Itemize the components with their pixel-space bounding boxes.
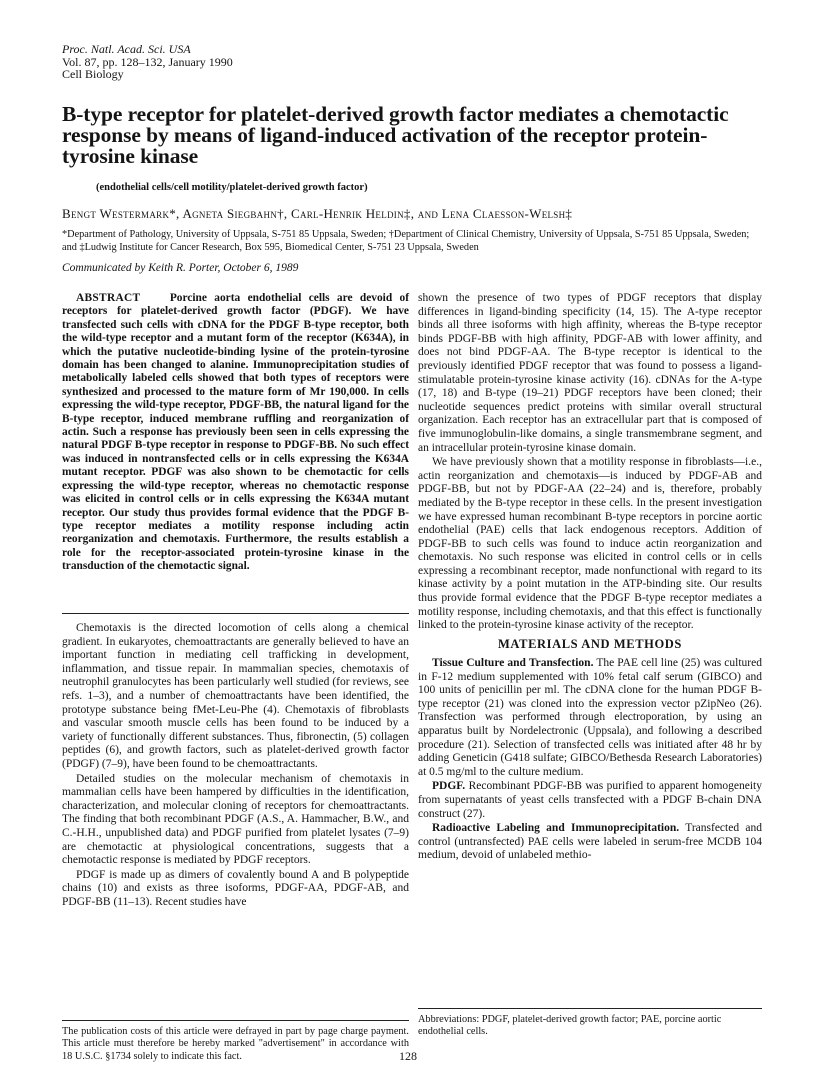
footnote-divider <box>62 1020 409 1021</box>
abbreviations: Abbreviations: PDGF, platelet-derived growth factor; PAE, porcine aortic endothelial cells. <box>418 1014 722 1038</box>
article-title: B-type receptor for platelet-derived growth factor mediates a chemotactic response by means of ligand-induced activation of the receptor protein-tyrosine kinase <box>62 102 729 168</box>
paragraph-text: The PAE cell line (25) was cultured in F-12 medium supplemented with 10% fetal calf serum (GIBCO) and 100 units of penicillin per ml. The cDNA clone for the human PDGF B-type receptor (21) was cloned into the expression vector pZipNeo (26). Transfection was performed through electroporation, by using an apparatus built by Nordelectronic (Uppsala), and following a described procedure (21). Selection of transfected cells was initiated after 48 hr by adding Geneticin (G418 sulfate; GIBCO/Bethesda Research Laboratories) at 0.5 mg/ml to the culture medium. <box>418 657 762 778</box>
paragraph: PDGF is made up as dimers of covalently bound A and B polypeptide chains (10) and exists as three isoforms, PDGF-AA, PDGF-AB, and PDGF-BB (11–13). Recent studies have <box>62 868 409 908</box>
paragraph: Detailed studies on the molecular mechanism of chemotaxis in mammalian cells have been hampered by difficulties in the identification, characterization, and molecular cloning of receptors for chemoattractants. The finding that both recombinant PDGF (A.S., A. Hammacher, B.W., and C.-H.H., unpublished data) and PDGF purified from platelet lysates (7–9) are chemotactic at physiological concentrations, suggests that a chemotactic response is mediated by PDGF receptors. <box>62 772 409 867</box>
keywords: (endothelial cells/cell motility/platelet-derived growth factor) <box>96 182 368 193</box>
methods-paragraph <box>418 822 762 863</box>
affiliations: *Department of Pathology, University of Uppsala, S-751 85 Uppsala, Sweden; †Department of Clinical Chemistry, University of Uppsala, S-751 85 Uppsala, Sweden; and ‡Ludwig Institute for Cancer Research, Box 595, Biomedical Center, S-751 23 Uppsala, Sweden <box>62 229 750 253</box>
author-list: Bengt Westermark*, Agneta Siegbahn†, Carl-Henrik Heldin‡, and Lena Claesson-Welsh‡ <box>62 206 573 221</box>
paragraph: shown the presence of two types of PDGF receptors that display differences in ligand-binding specificity (14, 15). The A-type receptor binds all three isoforms with high affinity, whereas the B-type receptor binds PDGF-BB with high affinity, PDGF-AB with lower affinity, and does not bind PDGF-AA. The B-type receptor is identical to the previously identified PDGF receptor that was found to possess a ligand-stimulatable protein-tyrosine kinase activity (16). cDNAs for the A-type (17, 18) and B-type (19–21) PDGF receptors have been cloned; their nucleotide sequences predict proteins with similar overall structural organization. Each receptor has an extracellular part that is composed of five immunoglobulin-like domains, a single transmembrane segment, and an intracellular protein-tyrosine kinase domain. <box>418 292 762 454</box>
footnote: The publication costs of this article were defrayed in part by page charge payment. This article must therefore be hereby marked "advertisement" in accordance with 18 U.S.C. §1734 solely to indicate this fact. <box>62 1026 409 1062</box>
run-in-heading: Tissue Culture and Transfection. <box>432 657 594 669</box>
page-number: 128 <box>399 1049 417 1063</box>
abstract-text: Porcine aorta endothelial cells are devoid of receptors for platelet-derived growth factor (PDGF). We have transfected such cells with cDNA for the PDGF B-type receptor, both the wild-type receptor and a mutant form of the receptor (K634A), in which the putative nucleotide-binding lysine of the protein-tyrosine domain has been changed to alanine. Immunoprecipitation studies of metabolically labeled cells showed that both types of receptors were synthesized and processed to the mature form of Mr 190,000. In cells expressing the wild-type receptor, PDGF-BB, the natural ligand for the B-type receptor, induced membrane ruffling and reorganization of actin. Such a response has previously been seen in cells expressing the natural PDGF B-type receptor in response to PDGF-BB. No such effect was induced in nontransfected cells or in cells expressing the K634A mutant receptor. PDGF was also shown to be chemotactic for cells expressing the wild-type receptor, whereas no chemotactic response was elicited in control cells or in cells expressing the K634A mutant receptor. Our study thus provides formal evidence that the PDGF B-type receptor mediates a motility response including actin reorganization and chemotaxis. Furthermore, the results establish a role for the receptor-associated protein-tyrosine kinase in the transduction of the chemotactic signal. <box>62 292 409 573</box>
abbreviation-divider <box>418 1008 762 1009</box>
methods-paragraph <box>418 780 762 821</box>
section-name: Cell Biology <box>62 67 124 81</box>
abstract-label: ABSTRACT <box>76 292 141 304</box>
methods-paragraph <box>418 657 762 779</box>
paragraph: We have previously shown that a motility response in fibroblasts—i.e., actin reorganization and chemotaxis—is induced by PDGF-AB and PDGF-BB, but not by PDGF-AA (22–24) and is, therefore, probably mediated by the B-type receptor in these cells. In the present investigation we have expressed human recombinant B-type receptors in porcine aortic endothelial (PAE) cells that lack endogenous receptors. Addition of PDGF-BB to such cells was found to induce actin reorganization and chemotaxis. No such response was elicited in control cells or in cells expressing a recombinant receptor, made nonfunctional with regard to its kinase activity by a point mutation in the ATP-binding site. Our results thus provide formal evidence that the PDGF B-type receptor mediates a motility response, including chemotaxis, and that this effect is functionally linked to the protein-tyrosine kinase activity of the receptor. <box>418 456 762 632</box>
paragraph: Chemotaxis is the directed locomotion of cells along a chemical gradient. In eukaryotes, chemoattractants are generally believed to have an important function in mediating cell trafficking in development, inflammation, and tissue repair. In mammalian species, chemotaxis of neutrophil granulocytes has been particularly well studied (for reviews, see refs. 1–3), and a number of chemoattractants have been identified, the prototype substance being fMet-Leu-Phe (4). Chemotaxis of fibroblasts and vascular smooth muscle cells has been found to be induced by a variety of functionally different substances. Thus, fibronectin, (5) collagen peptides (6), and growth factors, such as platelet-derived growth factor (PDGF) (7–9), have been found to be chemoattractants. <box>62 622 409 770</box>
run-in-heading: Radioactive Labeling and Immunoprecipitation. <box>432 822 680 835</box>
left-column-body <box>62 622 409 910</box>
communicated-by: Communicated by Keith R. Porter, October 6, 1989 <box>62 262 299 274</box>
journal-header <box>62 43 233 81</box>
paragraph-text: Transfected and control (untransfected) PAE cells were labeled in serum-free MCDB 104 medium, devoid of unlabeled methio- <box>418 822 762 862</box>
run-in-heading: PDGF. <box>432 780 466 793</box>
methods-body <box>418 657 762 864</box>
abstract-divider <box>62 613 409 614</box>
abstract <box>62 292 409 574</box>
volume-line: Vol. 87, pp. 128–132, January 1990 <box>62 54 233 69</box>
paragraph-text: Recombinant PDGF-BB was purified to apparent homogeneity from supernatants of yeast cells transfected with a PDGF B-chain DNA construct (27). <box>418 780 762 820</box>
right-column-intro <box>418 292 762 634</box>
section-heading: MATERIALS AND METHODS <box>498 637 682 651</box>
journal-name: Proc. Natl. Acad. Sci. USA <box>62 42 191 56</box>
